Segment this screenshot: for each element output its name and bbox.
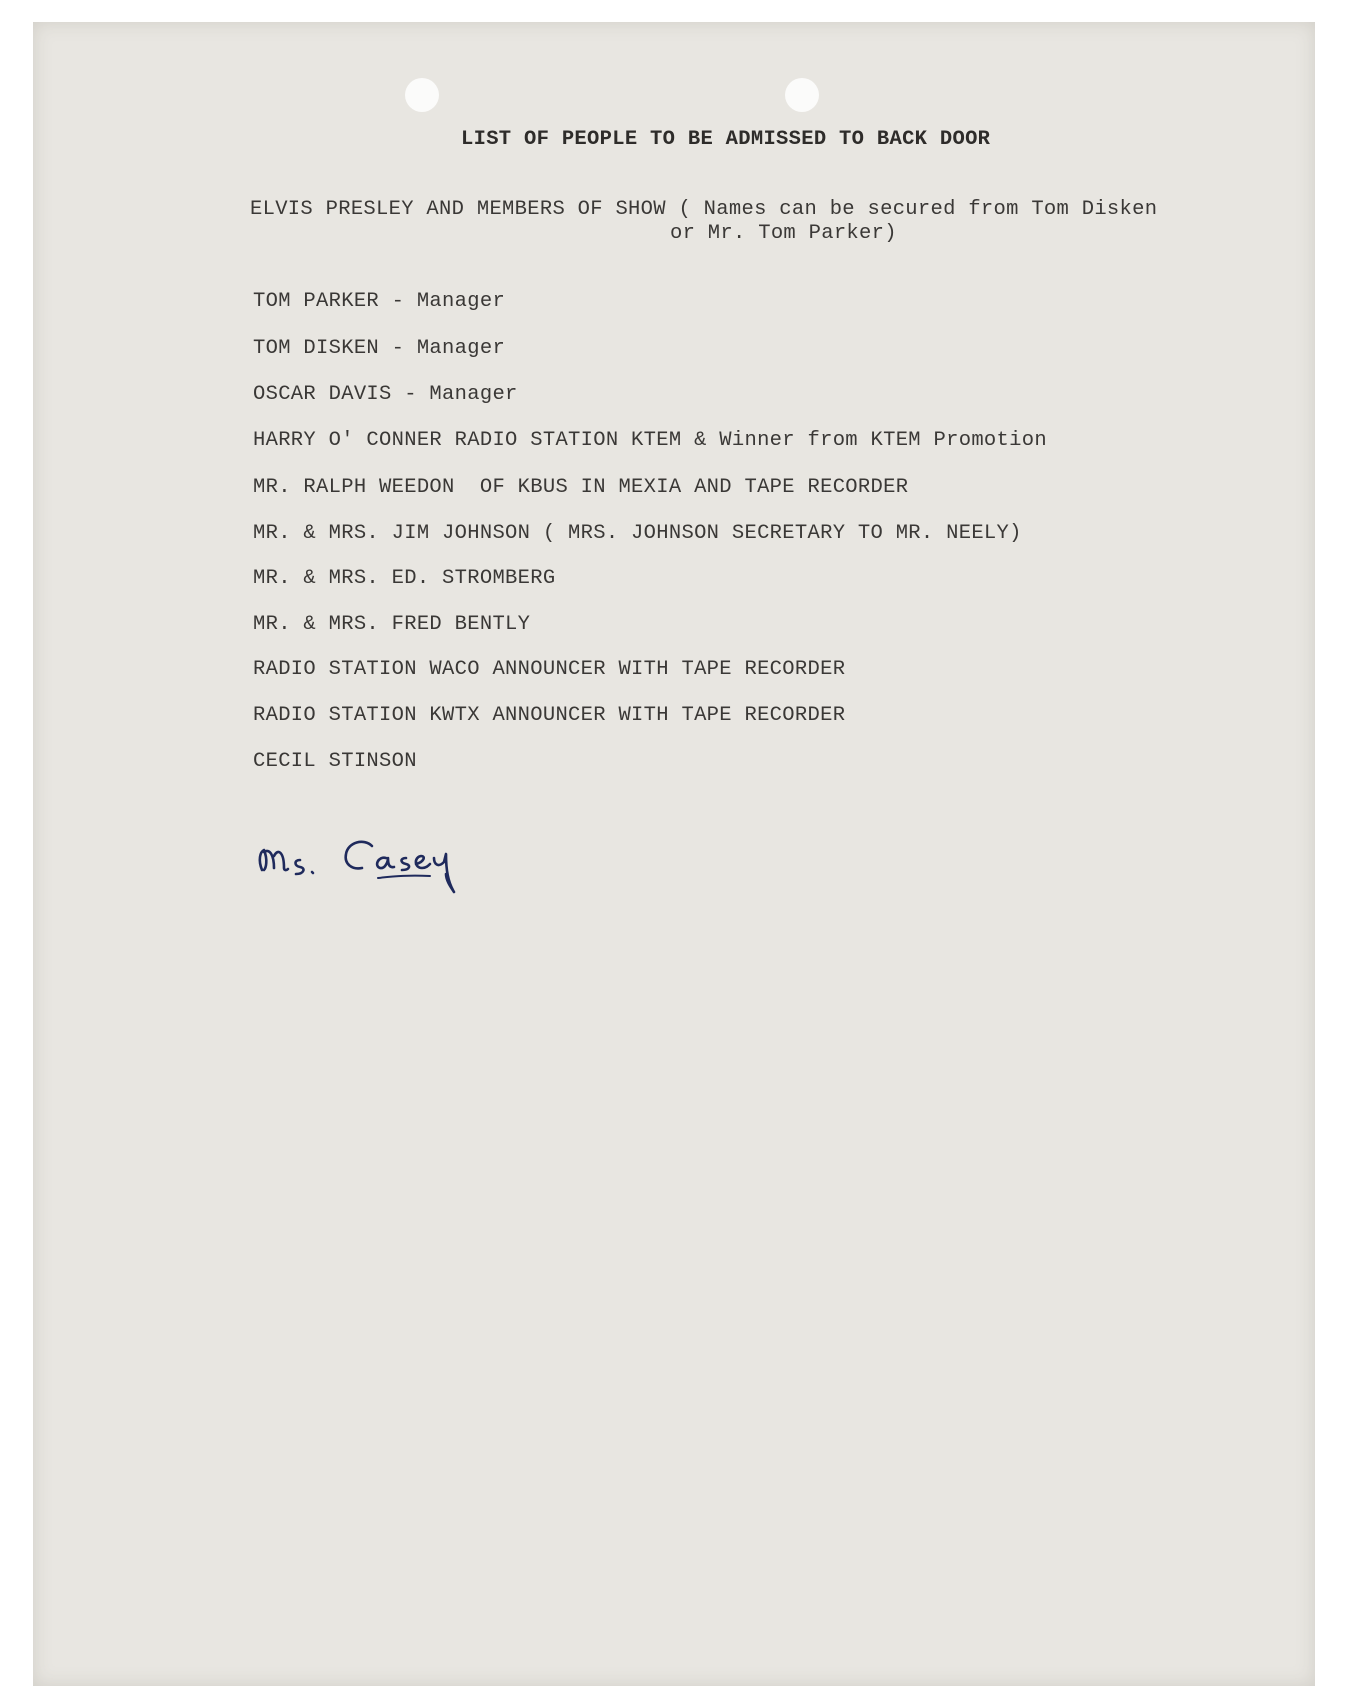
list-item: TOM DISKEN - Manager bbox=[253, 337, 506, 360]
list-item: MR. & MRS. ED. STROMBERG bbox=[253, 567, 556, 590]
list-item: MR. & MRS. FRED BENTLY bbox=[253, 613, 531, 636]
list-item: CECIL STINSON bbox=[253, 750, 417, 773]
list-item: MR. & MRS. JIM JOHNSON ( MRS. JOHNSON SECRETARY TO MR. NEELY) bbox=[253, 522, 1022, 545]
punch-hole-right bbox=[785, 78, 819, 112]
list-item: HARRY O' CONNER RADIO STATION KTEM & Winner from KTEM Promotion bbox=[253, 429, 1047, 452]
document-title: LIST OF PEOPLE TO BE ADMISSED TO BACK DOOR bbox=[461, 128, 991, 151]
list-item: RADIO STATION KWTX ANNOUNCER WITH TAPE RECORDER bbox=[253, 704, 846, 727]
list-item: TOM PARKER - Manager bbox=[253, 290, 506, 313]
intro-line-2: or Mr. Tom Parker) bbox=[670, 222, 897, 245]
list-item: RADIO STATION WACO ANNOUNCER WITH TAPE RECORDER bbox=[253, 658, 846, 681]
list-item: MR. RALPH WEEDON OF KBUS IN MEXIA AND TAPE RECORDER bbox=[253, 476, 909, 499]
document-page bbox=[33, 22, 1315, 1686]
punch-hole-left bbox=[405, 78, 439, 112]
handwritten-note bbox=[240, 830, 500, 910]
intro-line-1: ELVIS PRESLEY AND MEMBERS OF SHOW ( Names can be secured from Tom Disken bbox=[250, 198, 1158, 221]
list-item: OSCAR DAVIS - Manager bbox=[253, 383, 518, 406]
